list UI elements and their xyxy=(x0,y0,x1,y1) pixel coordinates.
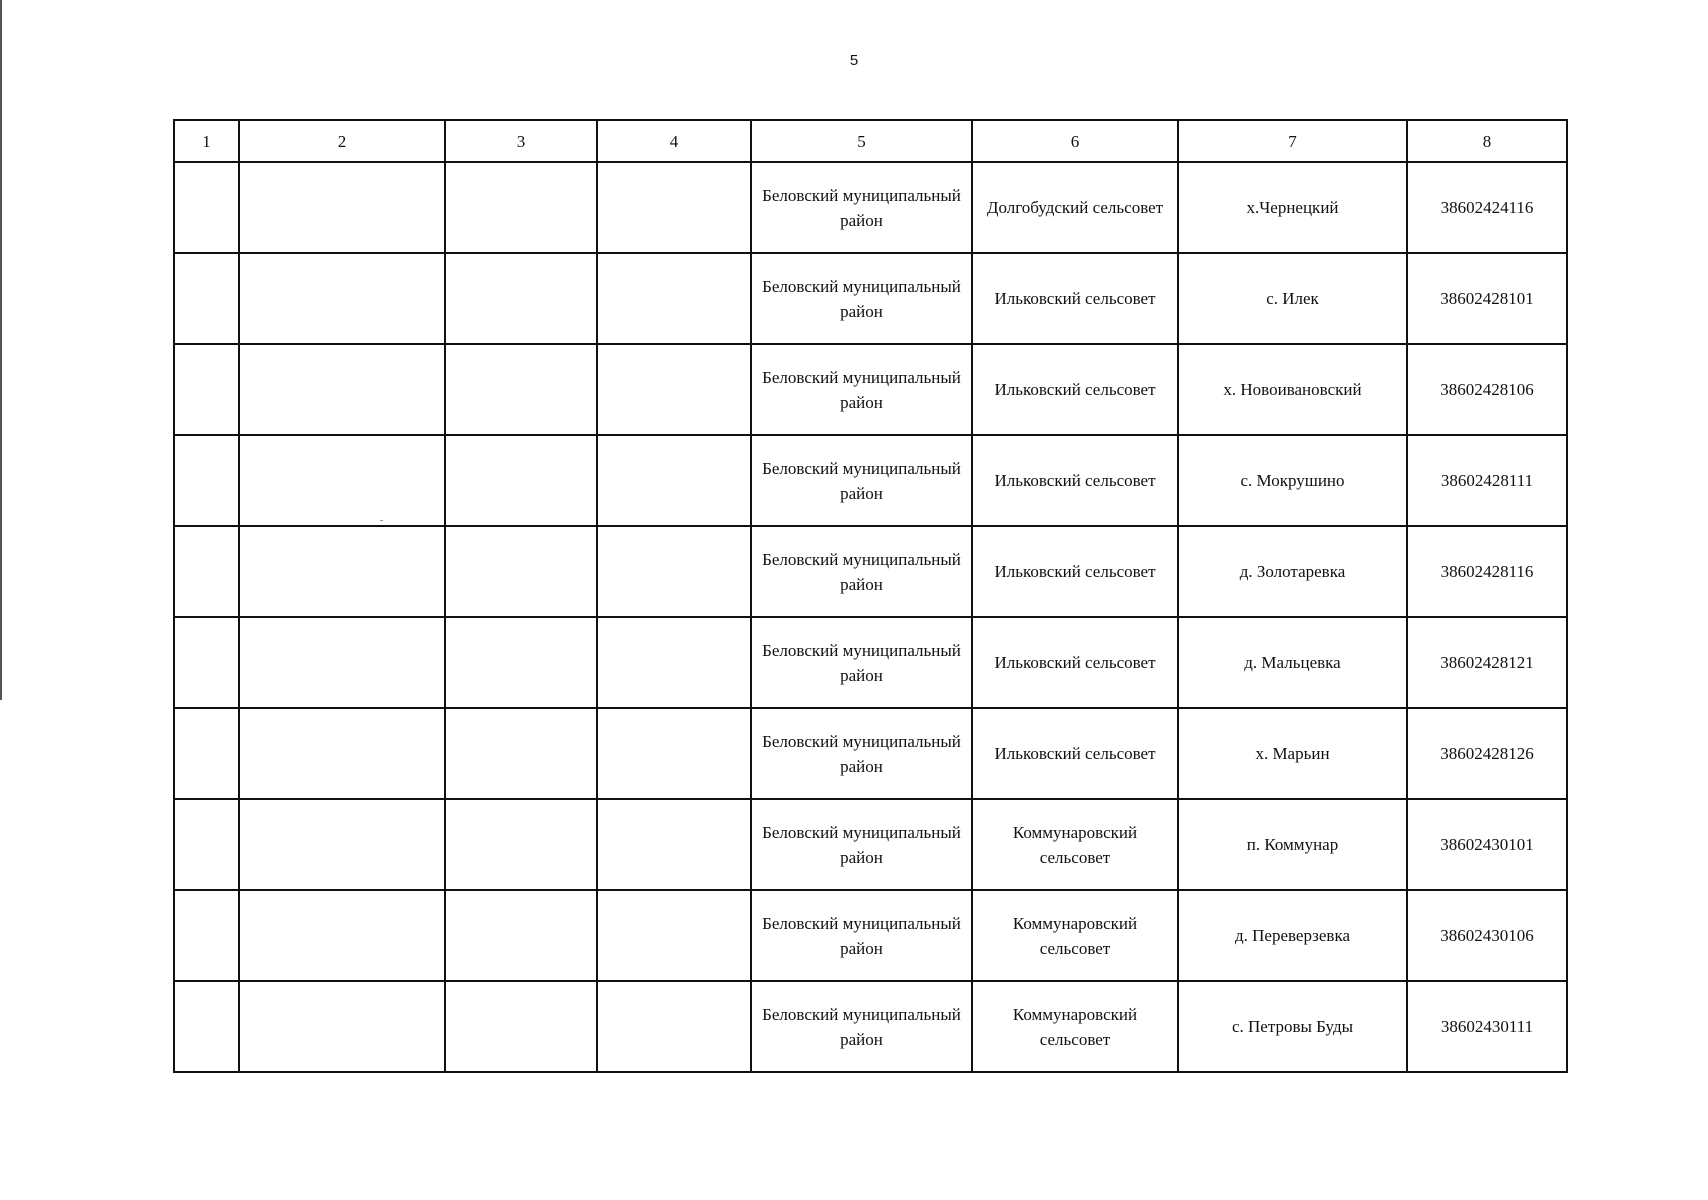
cell-district: Беловский муниципальный район xyxy=(751,890,972,981)
cell-col-4 xyxy=(597,981,751,1072)
cell-settlement: х. Марьин xyxy=(1178,708,1407,799)
cell-col-1 xyxy=(174,253,239,344)
cell-col-1 xyxy=(174,617,239,708)
table-row xyxy=(174,162,1567,253)
cell-council: Долгобудский сельсовет xyxy=(972,162,1178,253)
table-row xyxy=(174,617,1567,708)
cell-col-2 xyxy=(239,435,445,526)
cell-code: 38602424116 xyxy=(1407,162,1567,253)
header-cell: 1 xyxy=(174,120,239,162)
data-table xyxy=(173,119,1568,1073)
cell-col-2 xyxy=(239,617,445,708)
cell-district: Беловский муниципальный район xyxy=(751,162,972,253)
table-row xyxy=(174,526,1567,617)
cell-col-1 xyxy=(174,981,239,1072)
cell-col-2 xyxy=(239,799,445,890)
cell-district: Беловский муниципальный район xyxy=(751,344,972,435)
header-cell: 2 xyxy=(239,120,445,162)
table-row xyxy=(174,253,1567,344)
table-row xyxy=(174,799,1567,890)
header-cell: 3 xyxy=(445,120,597,162)
cell-col-1 xyxy=(174,890,239,981)
cell-district: Беловский муниципальный район xyxy=(751,981,972,1072)
header-cell: 8 xyxy=(1407,120,1567,162)
cell-col-4 xyxy=(597,344,751,435)
cell-settlement: д. Мальцевка xyxy=(1178,617,1407,708)
cell-district: Беловский муниципальный район xyxy=(751,253,972,344)
cell-col-3 xyxy=(445,981,597,1072)
cell-council: Коммунаровский сельсовет xyxy=(972,799,1178,890)
cell-district: Беловский муниципальный район xyxy=(751,435,972,526)
cell-code: 38602428101 xyxy=(1407,253,1567,344)
cell-col-3 xyxy=(445,526,597,617)
cell-code: 38602428111 xyxy=(1407,435,1567,526)
cell-code: 38602430106 xyxy=(1407,890,1567,981)
cell-col-2 xyxy=(239,708,445,799)
cell-district: Беловский муниципальный район xyxy=(751,526,972,617)
cell-col-2 xyxy=(239,253,445,344)
cell-council: Ильковский сельсовет xyxy=(972,617,1178,708)
cell-col-4 xyxy=(597,435,751,526)
header-cell: 4 xyxy=(597,120,751,162)
cell-col-1 xyxy=(174,162,239,253)
cell-settlement: с. Илек xyxy=(1178,253,1407,344)
cell-col-1 xyxy=(174,435,239,526)
cell-col-2 xyxy=(239,162,445,253)
cell-col-2 xyxy=(239,526,445,617)
header-cell: 5 xyxy=(751,120,972,162)
cell-settlement: с. Петровы Буды xyxy=(1178,981,1407,1072)
cell-settlement: д. Золотаревка xyxy=(1178,526,1407,617)
cell-settlement: х. Новоивановский xyxy=(1178,344,1407,435)
cell-col-3 xyxy=(445,344,597,435)
cell-settlement: х.Чернецкий xyxy=(1178,162,1407,253)
cell-code: 38602430111 xyxy=(1407,981,1567,1072)
cell-col-1 xyxy=(174,344,239,435)
table-row xyxy=(174,344,1567,435)
cell-district: Беловский муниципальный район xyxy=(751,617,972,708)
cell-settlement: п. Коммунар xyxy=(1178,799,1407,890)
cell-code: 38602428121 xyxy=(1407,617,1567,708)
cell-col-4 xyxy=(597,890,751,981)
cell-col-1 xyxy=(174,708,239,799)
cell-col-3 xyxy=(445,435,597,526)
cell-col-3 xyxy=(445,617,597,708)
table-header xyxy=(174,120,1567,162)
cell-code: 38602428126 xyxy=(1407,708,1567,799)
cell-col-4 xyxy=(597,253,751,344)
cell-council: Ильковский сельсовет xyxy=(972,708,1178,799)
cell-col-4 xyxy=(597,708,751,799)
table-body xyxy=(174,162,1567,1072)
cell-settlement: с. Мокрушино xyxy=(1178,435,1407,526)
cell-district: Беловский муниципальный район xyxy=(751,799,972,890)
cell-col-3 xyxy=(445,253,597,344)
cell-col-3 xyxy=(445,708,597,799)
cell-col-2 xyxy=(239,890,445,981)
cell-col-3 xyxy=(445,799,597,890)
cell-council: Ильковский сельсовет xyxy=(972,253,1178,344)
scan-edge-line xyxy=(0,0,2,700)
cell-col-3 xyxy=(445,162,597,253)
cell-code: 38602428116 xyxy=(1407,526,1567,617)
cell-col-2 xyxy=(239,344,445,435)
cell-col-4 xyxy=(597,526,751,617)
cell-col-4 xyxy=(597,617,751,708)
cell-code: 38602428106 xyxy=(1407,344,1567,435)
header-cell: 6 xyxy=(972,120,1178,162)
cell-council: Коммунаровский сельсовет xyxy=(972,890,1178,981)
cell-col-4 xyxy=(597,162,751,253)
table-row xyxy=(174,981,1567,1072)
header-row xyxy=(174,120,1567,162)
header-cell: 7 xyxy=(1178,120,1407,162)
table-row xyxy=(174,435,1567,526)
cell-col-3 xyxy=(445,890,597,981)
cell-council: Ильковский сельсовет xyxy=(972,344,1178,435)
table-row xyxy=(174,890,1567,981)
cell-council: Ильковский сельсовет xyxy=(972,526,1178,617)
cell-council: Коммунаровский сельсовет xyxy=(972,981,1178,1072)
cell-district: Беловский муниципальный район xyxy=(751,708,972,799)
cell-col-1 xyxy=(174,526,239,617)
cell-council: Ильковский сельсовет xyxy=(972,435,1178,526)
cell-settlement: д. Переверзевка xyxy=(1178,890,1407,981)
cell-code: 38602430101 xyxy=(1407,799,1567,890)
cell-col-4 xyxy=(597,799,751,890)
cell-col-2 xyxy=(239,981,445,1072)
page-number: 5 xyxy=(849,52,859,69)
cell-col-1 xyxy=(174,799,239,890)
table-row xyxy=(174,708,1567,799)
